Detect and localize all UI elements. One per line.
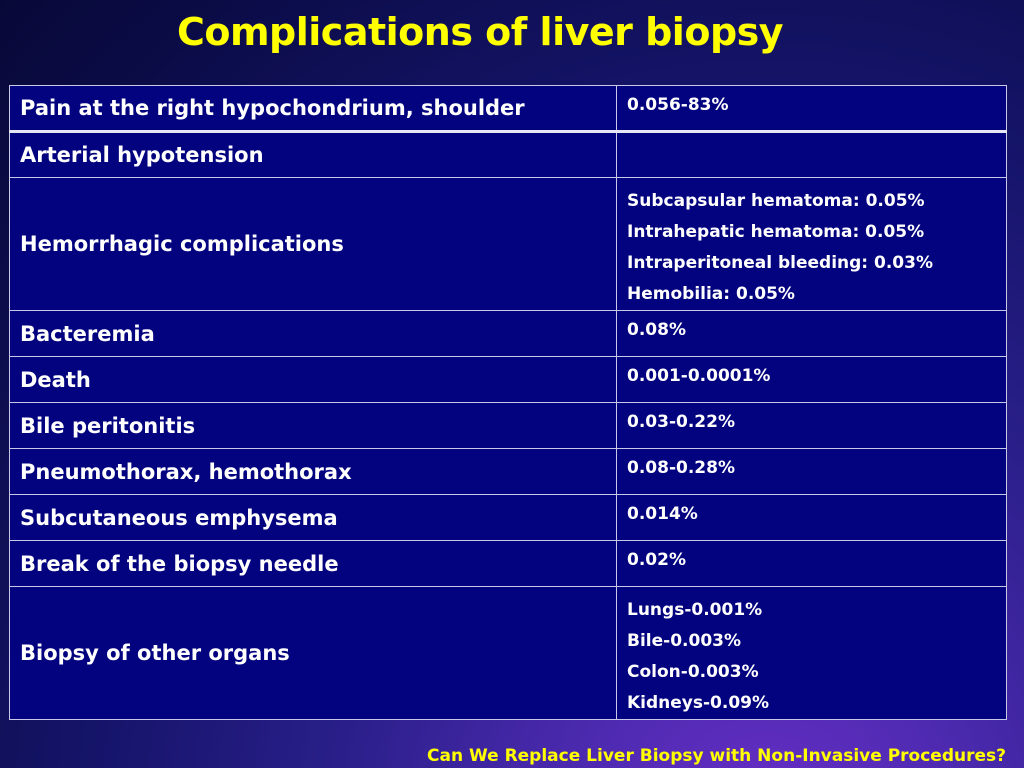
complication-cell: Break of the biopsy needle	[10, 541, 617, 587]
table-row	[10, 495, 1007, 541]
complication-cell: Pneumothorax, hemothorax	[10, 449, 617, 495]
rate-line: 0.08%	[627, 320, 686, 340]
rate-cell	[617, 449, 1007, 495]
table-row	[10, 403, 1007, 449]
rate-cell	[617, 541, 1007, 587]
complication-cell: Pain at the right hypochondrium, shoulder	[10, 86, 617, 132]
rate-cell	[617, 403, 1007, 449]
complication-cell: Subcutaneous emphysema	[10, 495, 617, 541]
rate-line: Intraperitoneal bleeding: 0.03%	[627, 253, 933, 273]
rate-cell	[617, 587, 1007, 720]
slide-footer: Can We Replace Liver Biopsy with Non-Invasive Procedures?	[427, 746, 1006, 766]
rate-line: 0.056-83%	[627, 95, 729, 115]
rate-line: Hemobilia: 0.05%	[627, 284, 795, 304]
table-row	[10, 311, 1007, 357]
rate-cell	[617, 311, 1007, 357]
rate-cell	[617, 132, 1007, 178]
complication-cell: Bacteremia	[10, 311, 617, 357]
rate-line: Kidneys-0.09%	[627, 693, 770, 713]
rate-line: Bile-0.003%	[627, 631, 742, 651]
rate-line: 0.001-0.0001%	[627, 366, 771, 386]
complication-cell: Hemorrhagic complications	[10, 178, 617, 311]
table-row	[10, 541, 1007, 587]
rate-cell	[617, 86, 1007, 132]
slide-title: Complications of liver biopsy	[176, 10, 784, 54]
table-row	[10, 357, 1007, 403]
table-row	[10, 587, 1007, 720]
table-row	[10, 449, 1007, 495]
rate-cell	[617, 495, 1007, 541]
rate-line: Colon-0.003%	[627, 662, 759, 682]
table-row	[10, 132, 1007, 178]
rate-cell	[617, 178, 1007, 311]
rate-line: Subcapsular hematoma: 0.05%	[627, 191, 925, 211]
rate-line: 0.014%	[627, 504, 698, 524]
rate-line: 0.08-0.28%	[627, 458, 735, 478]
complication-cell: Death	[10, 357, 617, 403]
complication-cell: Bile peritonitis	[10, 403, 617, 449]
rate-line: 0.03-0.22%	[627, 412, 735, 432]
complications-table	[9, 85, 1007, 720]
rate-line: Intrahepatic hematoma: 0.05%	[627, 222, 925, 242]
rate-cell	[617, 357, 1007, 403]
rate-line: Lungs-0.001%	[627, 600, 763, 620]
complication-cell: Biopsy of other organs	[10, 587, 617, 720]
table-row	[10, 86, 1007, 132]
table-row	[10, 178, 1007, 311]
complication-cell: Arterial hypotension	[10, 132, 617, 178]
rate-line: 0.02%	[627, 550, 686, 570]
